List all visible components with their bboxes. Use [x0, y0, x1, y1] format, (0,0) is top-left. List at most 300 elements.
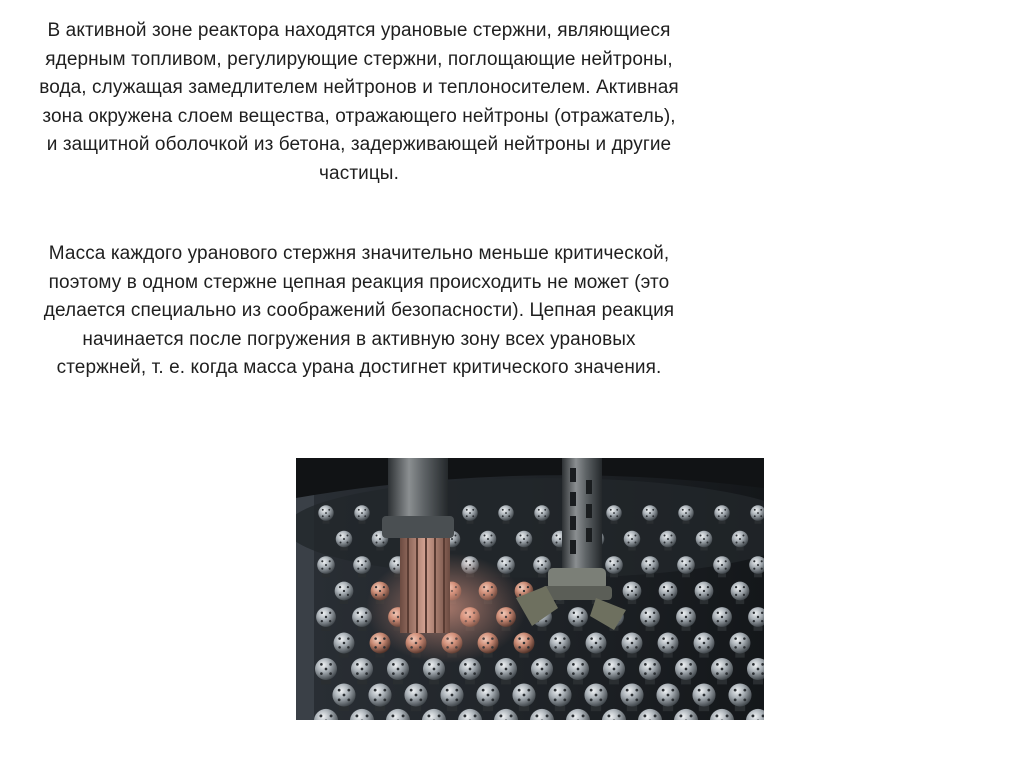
- rod-perforation: [751, 714, 754, 717]
- rod-perforation: [328, 515, 330, 517]
- rod-perforation: [617, 568, 619, 570]
- rod-perforation: [635, 637, 638, 640]
- rod-perforation: [754, 509, 756, 511]
- rod-perforation: [325, 616, 327, 618]
- rod-perforation: [455, 698, 458, 701]
- rod-perforation: [538, 515, 540, 517]
- rod-perforation: [581, 663, 584, 666]
- rod-perforation: [643, 714, 646, 717]
- rod-perforation: [541, 564, 543, 566]
- rod-perforation: [554, 689, 557, 692]
- rod-perforation: [325, 564, 327, 566]
- rod-perforation: [469, 512, 471, 514]
- rod-perforation: [320, 663, 323, 666]
- rod-perforation: [365, 568, 367, 570]
- paragraph-critical-mass: [0, 240, 718, 383]
- rod-perforation: [357, 620, 359, 622]
- rod-perforation: [374, 646, 377, 649]
- rod-perforation: [681, 612, 683, 614]
- rod-perforation: [472, 509, 474, 511]
- rod-perforation: [753, 568, 755, 570]
- rod-perforation: [757, 564, 759, 566]
- rod-perforation: [739, 694, 742, 697]
- rod-perforation: [681, 560, 683, 562]
- rod-perforation: [698, 689, 701, 692]
- rod-perforation: [392, 672, 395, 675]
- rod-perforation: [653, 672, 656, 675]
- rod-perforation: [473, 672, 476, 675]
- rod-perforation: [752, 663, 755, 666]
- rod-perforation: [374, 637, 377, 640]
- rod-perforation: [716, 663, 719, 666]
- rod-perforation: [689, 663, 692, 666]
- rod-perforation: [573, 612, 575, 614]
- rod-perforation: [671, 594, 673, 596]
- rod-perforation: [365, 663, 368, 666]
- rod-perforation: [707, 689, 710, 692]
- rod-perforation: [527, 689, 530, 692]
- rod-perforation: [482, 698, 485, 701]
- rod-perforation: [725, 568, 727, 570]
- rod-perforation: [509, 560, 511, 562]
- rod-perforation: [474, 714, 477, 717]
- rod-perforation: [329, 568, 331, 570]
- rod-perforation: [581, 620, 583, 622]
- rod-perforation: [538, 509, 540, 511]
- rod-perforation: [559, 642, 562, 645]
- rod-perforation: [761, 560, 763, 562]
- rod-perforation: [667, 538, 669, 540]
- rod-perforation: [649, 564, 651, 566]
- rod-perforation: [346, 541, 348, 543]
- rod-perforation: [563, 646, 566, 649]
- rod-perforation: [487, 694, 490, 697]
- rod-perforation: [670, 535, 672, 537]
- rod-perforation: [357, 560, 359, 562]
- rod-perforation: [664, 535, 666, 537]
- rod-perforation: [653, 568, 655, 570]
- rod-perforation: [365, 672, 368, 675]
- rod-perforation: [635, 646, 638, 649]
- rod-perforation: [662, 698, 665, 701]
- rod-perforation: [346, 535, 348, 537]
- rod-perforation: [617, 672, 620, 675]
- rod-perforation: [689, 612, 691, 614]
- rod-perforation: [599, 637, 602, 640]
- rod-perforation: [649, 512, 651, 514]
- rod-perforation: [490, 541, 492, 543]
- rod-perforation: [472, 515, 474, 517]
- rod-perforation: [523, 642, 526, 645]
- rod-perforation: [501, 560, 503, 562]
- rod-perforation: [734, 698, 737, 701]
- rod-perforation: [631, 538, 633, 540]
- rod-perforation: [319, 714, 322, 717]
- rod-perforation: [590, 646, 593, 649]
- rod-perforation: [347, 689, 350, 692]
- rod-perforation: [401, 672, 404, 675]
- rod-perforation: [724, 509, 726, 511]
- rod-perforation: [753, 620, 755, 622]
- rod-perforation: [330, 714, 333, 717]
- rod-perforation: [735, 594, 737, 596]
- rod-perforation: [544, 515, 546, 517]
- rod-perforation: [536, 672, 539, 675]
- rod-perforation: [725, 663, 728, 666]
- rod-perforation: [505, 512, 507, 514]
- rod-perforation: [725, 560, 727, 562]
- rod-perforation: [609, 568, 611, 570]
- rod-perforation: [653, 620, 655, 622]
- rod-perforation: [616, 509, 618, 511]
- rod-perforation: [635, 698, 638, 701]
- rod-perforation: [329, 560, 331, 562]
- rod-perforation: [577, 616, 579, 618]
- rod-perforation: [761, 672, 764, 675]
- rod-perforation: [325, 512, 327, 514]
- rod-perforation: [761, 620, 763, 622]
- rod-perforation: [329, 663, 332, 666]
- rod-perforation: [703, 538, 705, 540]
- rod-perforation: [446, 689, 449, 692]
- rod-perforation: [721, 512, 723, 514]
- rod-perforation: [688, 515, 690, 517]
- rod-perforation: [428, 672, 431, 675]
- rod-perforation: [545, 672, 548, 675]
- rod-perforation: [645, 560, 647, 562]
- rod-perforation: [410, 698, 413, 701]
- rod-perforation: [523, 538, 525, 540]
- rod-perforation: [664, 541, 666, 543]
- rod-perforation: [743, 646, 746, 649]
- rod-perforation: [563, 698, 566, 701]
- rod-perforation: [617, 560, 619, 562]
- rod-perforation: [652, 515, 654, 517]
- rod-perforation: [590, 698, 593, 701]
- rod-perforation: [437, 663, 440, 666]
- rod-perforation: [599, 646, 602, 649]
- rod-perforation: [595, 642, 598, 645]
- rod-perforation: [393, 560, 395, 562]
- text-line: Масса каждого уранового стержня значительно меньше критической,: [48, 243, 670, 264]
- rod-perforation: [689, 568, 691, 570]
- rod-perforation: [402, 714, 405, 717]
- rod-perforation: [572, 672, 575, 675]
- rod-perforation: [505, 668, 508, 671]
- rod-perforation: [645, 612, 647, 614]
- rod-perforation: [717, 620, 719, 622]
- rod-perforation: [451, 538, 453, 540]
- rod-perforation: [364, 515, 366, 517]
- rod-perforation: [419, 698, 422, 701]
- rod-perforation: [707, 698, 710, 701]
- rod-perforation: [707, 637, 710, 640]
- rod-perforation: [613, 512, 615, 514]
- rod-perforation: [554, 698, 557, 701]
- rod-perforation: [536, 663, 539, 666]
- rod-perforation: [347, 594, 349, 596]
- rod-perforation: [698, 637, 701, 640]
- rod-perforation: [428, 663, 431, 666]
- rod-perforation: [613, 564, 615, 566]
- reactor-core-photo: [296, 458, 764, 720]
- rod-perforation: [627, 586, 629, 588]
- rod-perforation: [325, 668, 328, 671]
- rod-perforation: [347, 698, 350, 701]
- rod-perforation: [631, 642, 634, 645]
- rod-perforation: [634, 541, 636, 543]
- rod-perforation: [500, 672, 503, 675]
- rod-perforation: [401, 663, 404, 666]
- rod-perforation: [590, 689, 593, 692]
- rod-perforation: [681, 620, 683, 622]
- rod-perforation: [340, 535, 342, 537]
- rod-perforation: [618, 714, 621, 717]
- rod-perforation: [721, 564, 723, 566]
- rod-perforation: [487, 538, 489, 540]
- rod-perforation: [491, 698, 494, 701]
- rod-perforation: [743, 689, 746, 692]
- rod-perforation: [541, 512, 543, 514]
- rod-perforation: [703, 590, 705, 592]
- text-line: начинается после погружения в активную зону всех урановых: [82, 328, 636, 350]
- rod-perforation: [607, 714, 610, 717]
- rod-perforation: [671, 637, 674, 640]
- rod-perforation: [649, 668, 652, 671]
- rod-perforation: [541, 668, 544, 671]
- rod-perforation: [635, 689, 638, 692]
- rod-perforation: [761, 568, 763, 570]
- rod-perforation: [699, 586, 701, 588]
- rod-perforation: [634, 535, 636, 537]
- rod-perforation: [626, 698, 629, 701]
- rod-perforation: [438, 714, 441, 717]
- rod-perforation: [365, 620, 367, 622]
- rod-perforation: [321, 560, 323, 562]
- rod-perforation: [645, 568, 647, 570]
- rod-perforation: [379, 642, 382, 645]
- rod-perforation: [700, 541, 702, 543]
- rod-perforation: [573, 620, 575, 622]
- rod-perforation: [505, 564, 507, 566]
- rod-perforation: [343, 538, 345, 540]
- rod-perforation: [739, 590, 741, 592]
- rod-perforation: [358, 515, 360, 517]
- rod-perforation: [679, 714, 682, 717]
- rod-perforation: [609, 560, 611, 562]
- rod-perforation: [662, 646, 665, 649]
- rod-perforation: [688, 509, 690, 511]
- rod-perforation: [545, 560, 547, 562]
- rod-perforation: [698, 698, 701, 701]
- rod-perforation: [520, 541, 522, 543]
- rod-perforation: [667, 642, 670, 645]
- rod-perforation: [581, 612, 583, 614]
- rod-perforation: [717, 560, 719, 562]
- rod-perforation: [725, 672, 728, 675]
- rod-perforation: [626, 689, 629, 692]
- rod-perforation: [320, 672, 323, 675]
- rod-perforation: [554, 637, 557, 640]
- rod-perforation: [703, 642, 706, 645]
- rod-perforation: [366, 714, 369, 717]
- rod-perforation: [502, 509, 504, 511]
- rod-perforation: [689, 620, 691, 622]
- rod-perforation: [361, 668, 364, 671]
- rod-perforation: [663, 586, 665, 588]
- rod-perforation: [610, 509, 612, 511]
- rod-perforation: [374, 689, 377, 692]
- rod-perforation: [752, 672, 755, 675]
- rod-perforation: [509, 663, 512, 666]
- rod-perforation: [725, 612, 727, 614]
- rod-perforation: [635, 594, 637, 596]
- paragraph-reactor-core: [0, 17, 718, 188]
- rod-perforation: [490, 535, 492, 537]
- rod-perforation: [433, 668, 436, 671]
- rod-perforation: [725, 620, 727, 622]
- rod-perforation: [599, 698, 602, 701]
- rod-perforation: [527, 698, 530, 701]
- rod-perforation: [339, 586, 341, 588]
- rod-perforation: [761, 612, 763, 614]
- rod-perforation: [329, 620, 331, 622]
- rod-perforation: [383, 698, 386, 701]
- rod-perforation: [646, 515, 648, 517]
- text-line: В активной зоне реактора находятся урановые стержни, являющиеся: [47, 20, 671, 41]
- rod-perforation: [499, 714, 502, 717]
- text-line: зона окружена слоем вещества, отражающего нейтроны (отражатель),: [42, 105, 676, 127]
- rod-perforation: [482, 689, 485, 692]
- rod-perforation: [484, 535, 486, 537]
- rod-perforation: [707, 646, 710, 649]
- rod-perforation: [735, 586, 737, 588]
- rod-perforation: [357, 568, 359, 570]
- rod-perforation: [582, 714, 585, 717]
- rod-perforation: [338, 698, 341, 701]
- rod-perforation: [463, 714, 466, 717]
- rod-perforation: [635, 586, 637, 588]
- rod-perforation: [652, 509, 654, 511]
- rod-perforation: [690, 714, 693, 717]
- rod-perforation: [644, 663, 647, 666]
- rod-perforation: [545, 663, 548, 666]
- rod-perforation: [682, 515, 684, 517]
- rod-perforation: [743, 594, 745, 596]
- rod-perforation: [464, 663, 467, 666]
- rod-perforation: [724, 515, 726, 517]
- rod-perforation: [537, 568, 539, 570]
- rod-perforation: [616, 515, 618, 517]
- rod-perforation: [680, 672, 683, 675]
- rod-perforation: [527, 646, 530, 649]
- rod-perforation: [581, 672, 584, 675]
- rod-perforation: [760, 515, 762, 517]
- rod-perforation: [682, 509, 684, 511]
- rod-perforation: [662, 689, 665, 692]
- rod-perforation: [410, 689, 413, 692]
- rod-perforation: [419, 689, 422, 692]
- rod-perforation: [706, 541, 708, 543]
- rod-perforation: [347, 637, 350, 640]
- rod-perforation: [646, 509, 648, 511]
- rod-perforation: [523, 694, 526, 697]
- rod-perforation: [446, 698, 449, 701]
- rod-perforation: [734, 646, 737, 649]
- rod-perforation: [631, 590, 633, 592]
- text-line: делается специально из соображений безопасности). Цепная реакция: [43, 300, 675, 321]
- rod-perforation: [577, 668, 580, 671]
- rod-perforation: [329, 612, 331, 614]
- text-line: и защитной оболочкой из бетона, задерживающей нейтроны и другие: [46, 134, 672, 155]
- rod-perforation: [518, 637, 521, 640]
- rod-perforation: [721, 616, 723, 618]
- rod-perforation: [544, 509, 546, 511]
- rod-perforation: [526, 541, 528, 543]
- rod-perforation: [742, 541, 744, 543]
- rod-perforation: [391, 714, 394, 717]
- rod-perforation: [608, 672, 611, 675]
- rod-perforation: [626, 637, 629, 640]
- rod-perforation: [427, 714, 430, 717]
- rod-perforation: [523, 590, 525, 592]
- rod-perforation: [628, 535, 630, 537]
- rod-perforation: [376, 535, 378, 537]
- text-line: вода, служащая замедлителем нейтронов и теплоносителем. Активная: [39, 77, 679, 98]
- rod-perforation: [644, 672, 647, 675]
- rod-perforation: [338, 637, 341, 640]
- rod-perforation: [706, 535, 708, 537]
- rod-perforation: [469, 668, 472, 671]
- text-line: стержней, т. е. когда масса урана достигнет критического значения.: [56, 357, 662, 378]
- rod-perforation: [662, 637, 665, 640]
- rod-perforation: [563, 637, 566, 640]
- rod-perforation: [717, 612, 719, 614]
- rod-perforation: [753, 612, 755, 614]
- rod-perforation: [703, 694, 706, 697]
- rod-perforation: [667, 590, 669, 592]
- rod-perforation: [653, 612, 655, 614]
- rod-perforation: [685, 564, 687, 566]
- rod-perforation: [545, 568, 547, 570]
- rod-perforation: [328, 509, 330, 511]
- rod-perforation: [508, 509, 510, 511]
- rod-perforation: [397, 668, 400, 671]
- rod-perforation: [653, 663, 656, 666]
- rod-perforation: [716, 672, 719, 675]
- rod-perforation: [343, 694, 346, 697]
- rod-perforation: [508, 515, 510, 517]
- rod-perforation: [670, 541, 672, 543]
- rod-perforation: [382, 541, 384, 543]
- rod-perforation: [356, 672, 359, 675]
- rod-perforation: [743, 637, 746, 640]
- rod-perforation: [322, 509, 324, 511]
- rod-perforation: [628, 541, 630, 543]
- rod-perforation: [364, 509, 366, 511]
- rod-perforation: [654, 714, 657, 717]
- rod-perforation: [357, 612, 359, 614]
- rod-perforation: [718, 515, 720, 517]
- rod-perforation: [343, 590, 345, 592]
- rod-perforation: [626, 646, 629, 649]
- rod-perforation: [757, 616, 759, 618]
- rod-perforation: [572, 663, 575, 666]
- rod-perforation: [590, 637, 593, 640]
- rod-perforation: [473, 663, 476, 666]
- rod-perforation: [321, 620, 323, 622]
- rod-perforation: [707, 586, 709, 588]
